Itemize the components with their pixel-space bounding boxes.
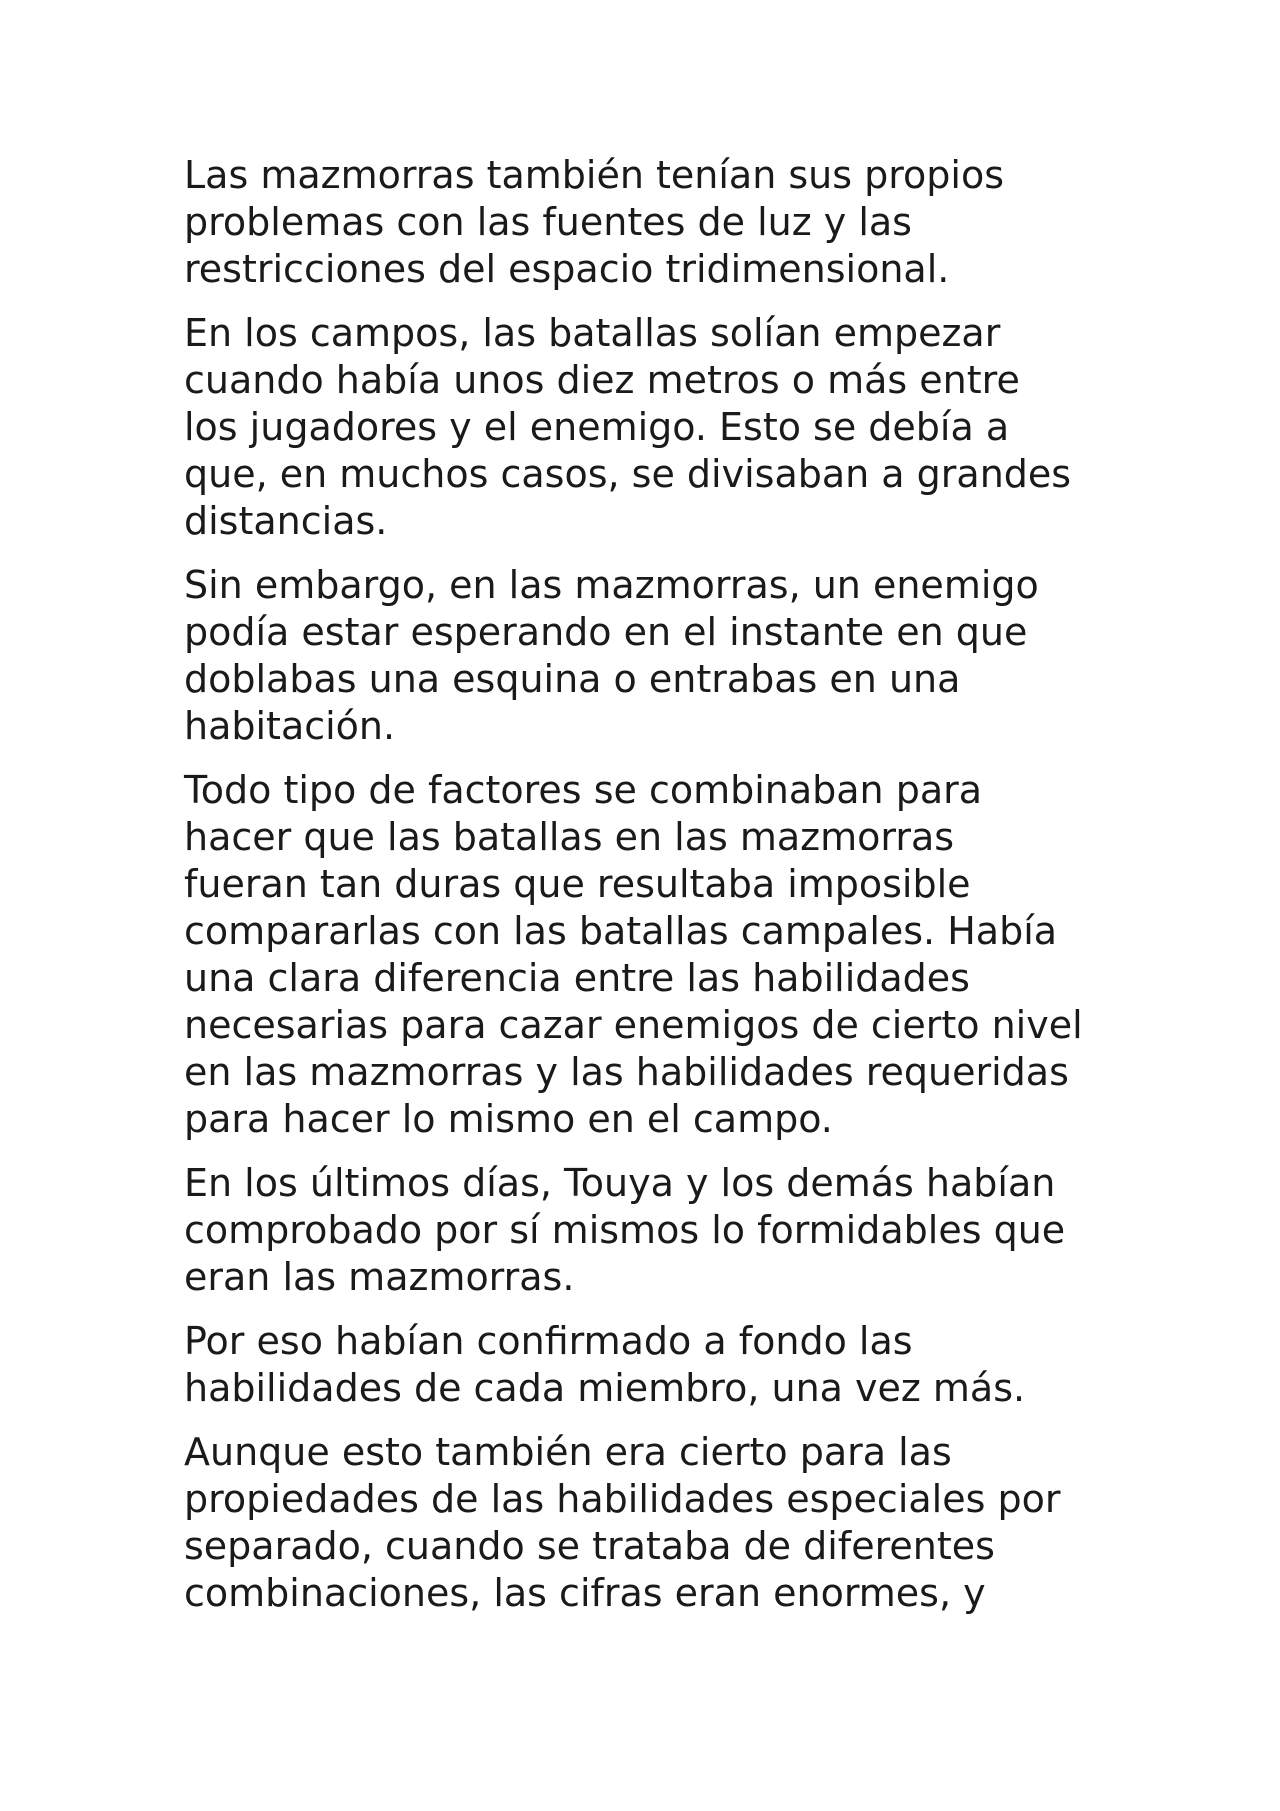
paragraph	[184, 310, 1124, 545]
paragraph	[184, 767, 1124, 1143]
paragraph	[184, 1160, 1124, 1301]
text-line: Sin embargo, en las mazmorras, un enemigo	[184, 563, 1039, 607]
text-line: eran las mazmorras.	[184, 1255, 575, 1299]
text-line: necesarias para cazar enemigos de cierto nivel	[184, 1003, 1083, 1047]
text-line: separado, cuando se trataba de diferentes	[184, 1524, 995, 1568]
paragraph	[184, 152, 1124, 293]
text-line: doblabas una esquina o entrabas en una	[184, 657, 961, 701]
text-line: Aunque esto también era cierto para las	[184, 1430, 952, 1474]
text-line: comprobado por sí mismos lo formidables que	[184, 1208, 1066, 1252]
text-line: compararlas con las batallas campales. Había	[184, 909, 1058, 953]
text-line: En los campos, las batallas solían empezar	[184, 311, 1001, 355]
text-line: podía estar esperando en el instante en que	[184, 610, 1028, 654]
text-line: En los últimos días, Touya y los demás habían	[184, 1161, 1056, 1205]
text-line: una clara diferencia entre las habilidades	[184, 956, 970, 1000]
text-line: Por eso habían confirmado a fondo las	[184, 1319, 913, 1363]
text-line: problemas con las fuentes de luz y las	[184, 200, 912, 244]
text-line: hacer que las batallas en las mazmorras	[184, 815, 955, 859]
text-line: los jugadores y el enemigo. Esto se debía a	[184, 405, 1010, 449]
paragraph	[184, 1318, 1124, 1412]
text-line: restricciones del espacio tridimensional.	[184, 247, 950, 291]
text-line: cuando había unos diez metros o más entre	[184, 358, 1020, 402]
paragraph	[184, 1429, 1124, 1617]
text-line: propiedades de las habilidades especiales por	[184, 1477, 1061, 1521]
text-line: combinaciones, las cifras eran enormes, y	[184, 1571, 986, 1615]
text-line: habitación.	[184, 704, 396, 748]
text-line: que, en muchos casos, se divisaban a grandes	[184, 452, 1072, 496]
text-line: Las mazmorras también tenían sus propios	[184, 153, 1005, 197]
text-line: habilidades de cada miembro, una vez más.	[184, 1366, 1026, 1410]
paragraph	[184, 562, 1124, 750]
text-line: Todo tipo de factores se combinaban para	[184, 768, 983, 812]
body-text	[184, 152, 1124, 1634]
text-line: fueran tan duras que resultaba imposible	[184, 862, 971, 906]
text-line: en las mazmorras y las habilidades requeridas	[184, 1050, 1069, 1094]
text-line: para hacer lo mismo en el campo.	[184, 1097, 833, 1141]
text-line: distancias.	[184, 499, 388, 543]
